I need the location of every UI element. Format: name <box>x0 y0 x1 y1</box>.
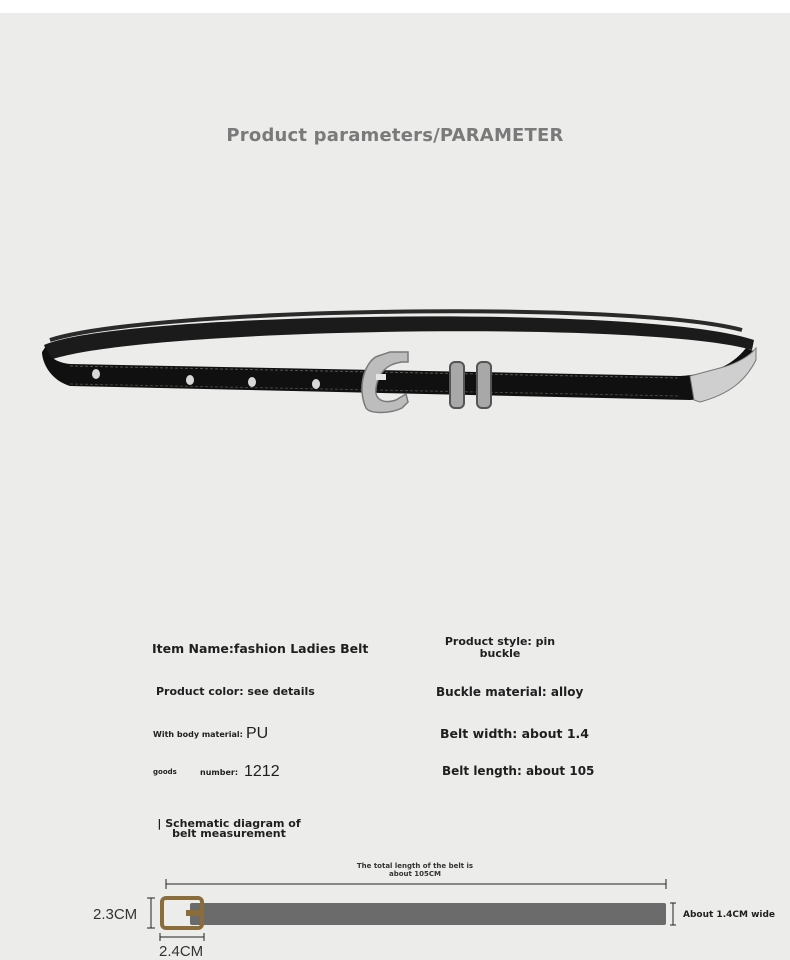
belt-hole <box>312 379 320 389</box>
belt-hole <box>186 375 194 385</box>
param-goods-label: goods <box>153 768 177 776</box>
param-body-material-value: PU <box>246 725 269 742</box>
buckle-height-label: 2.3CM <box>93 906 138 923</box>
strap-width-label: About 1.4CM wide <box>683 910 776 920</box>
param-buckle-material: Buckle material: alloy <box>436 685 584 699</box>
diagram-total-length: The total length of the belt is about 105CM <box>356 862 474 878</box>
diagram-title: | Schematic diagram of belt measurement <box>157 817 301 840</box>
param-product-color: Product color: see details <box>156 685 315 698</box>
top-strip <box>0 0 790 13</box>
page-title: Product parameters/PARAMETER <box>226 125 564 146</box>
belt-hole <box>248 377 256 387</box>
belt-keeper <box>477 362 491 408</box>
param-item-name: Item Name:fashion Ladies Belt <box>152 641 369 656</box>
param-product-style: Product style: pin buckle <box>444 635 556 660</box>
param-body-material-label: With body material: <box>153 730 243 739</box>
belt-product-photo <box>30 290 760 420</box>
param-number-value: 1212 <box>244 763 280 780</box>
param-belt-width: Belt width: about 1.4 <box>440 726 589 741</box>
param-number-label: number: <box>200 768 239 777</box>
belt-hole <box>92 369 100 379</box>
param-belt-length: Belt length: about 105 <box>442 764 595 778</box>
buckle-width-label: 2.4CM <box>159 943 204 960</box>
schematic-strap <box>190 903 666 925</box>
belt-keeper <box>450 362 464 408</box>
